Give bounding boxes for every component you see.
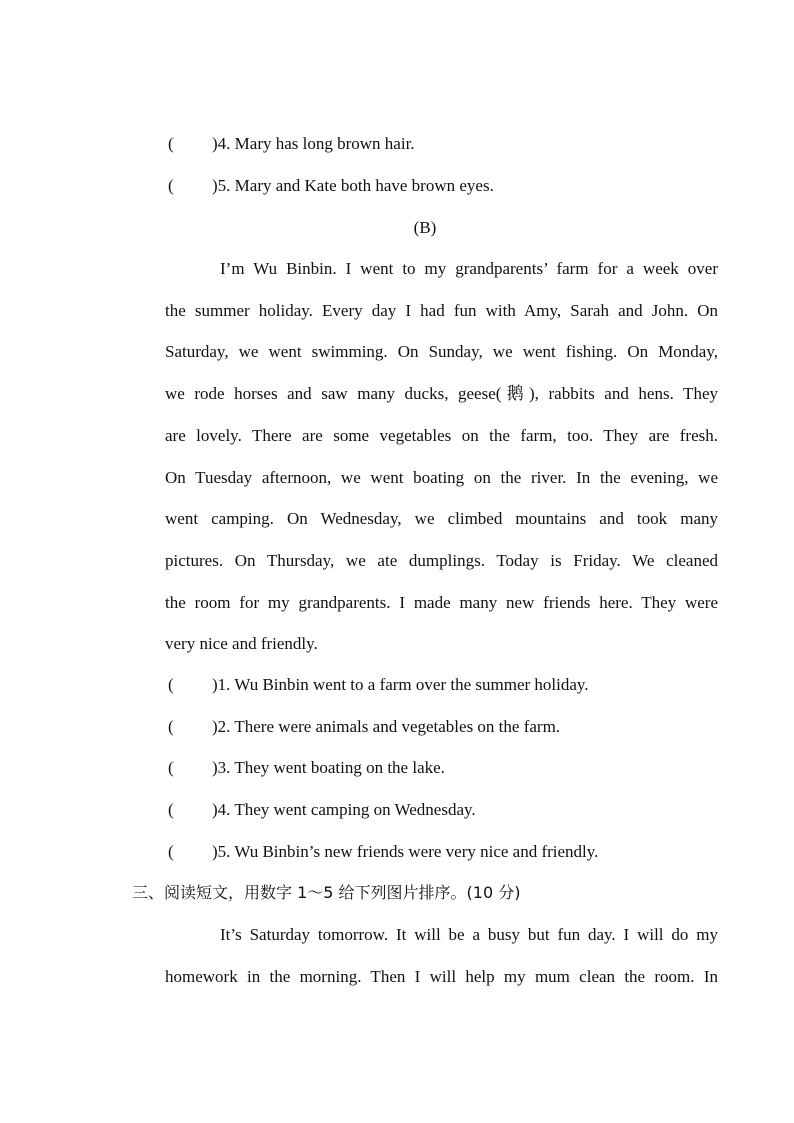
question-b2: [168, 716, 560, 738]
question-text: )5. Mary and Kate both have brown eyes.: [212, 176, 494, 195]
part-b-passage: [165, 248, 718, 665]
question-b4: [168, 799, 476, 821]
answer-bracket[interactable]: (: [168, 675, 174, 694]
answer-bracket[interactable]: (: [168, 758, 174, 777]
section-three-passage: [165, 914, 718, 997]
question-text: )4. They went camping on Wednesday.: [212, 800, 476, 819]
passage-line: went camping. On Wednesday, we climbed mountains and took many: [165, 509, 718, 529]
question-text: )2. There were animals and vegetables on the farm.: [212, 717, 561, 736]
passage-line: very nice and friendly.: [165, 634, 318, 654]
passage-line: It’s Saturday tomorrow. It will be a busy but fun day. I will do my: [220, 925, 718, 944]
answer-bracket[interactable]: (: [168, 800, 174, 819]
question-text: )3. They went boating on the lake.: [212, 758, 445, 777]
passage-line: are lovely. There are some vegetables on the farm, too. They are fresh.: [165, 425, 718, 445]
answer-bracket[interactable]: (: [168, 176, 174, 195]
part-b-label: (B): [413, 218, 437, 237]
question-b3: [168, 757, 445, 779]
passage-line: the summer holiday. Every day I had fun with Amy, Sarah and John. On: [165, 300, 718, 320]
answer-bracket[interactable]: (: [168, 842, 174, 861]
passage-line: we rode horses and saw many ducks, geese(鹅), rabbits and hens. They: [165, 384, 718, 404]
question-text: )5. Wu Binbin’s new friends were very nice and friendly.: [212, 842, 599, 861]
question-a4: [168, 133, 415, 155]
answer-bracket[interactable]: (: [168, 717, 174, 736]
passage-line: On Tuesday afternoon, we went boating on the river. In the evening, we: [165, 467, 718, 487]
passage-line: pictures. On Thursday, we ate dumplings. Today is Friday. We cleaned: [165, 550, 718, 570]
section-three-heading: 三、阅读短文，用数字 1～5 给下列图片排序。(10 分): [132, 883, 521, 902]
passage-line: the room for my grandparents. I made many new friends here. They were: [165, 592, 718, 612]
question-text: )1. Wu Binbin went to a farm over the summer holiday.: [212, 675, 589, 694]
passage-line: I’m Wu Binbin. I went to my grandparents’ farm for a week over: [220, 259, 718, 278]
question-a5: [168, 175, 494, 197]
question-text: )4. Mary has long brown hair.: [212, 134, 415, 153]
answer-bracket[interactable]: (: [168, 134, 174, 153]
question-b1: [168, 674, 589, 696]
passage-line: Saturday, we went swimming. On Sunday, we went fishing. On Monday,: [165, 342, 718, 362]
passage-line: homework in the morning. Then I will help my mum clean the room. In: [165, 966, 718, 986]
question-b5: [168, 841, 598, 863]
